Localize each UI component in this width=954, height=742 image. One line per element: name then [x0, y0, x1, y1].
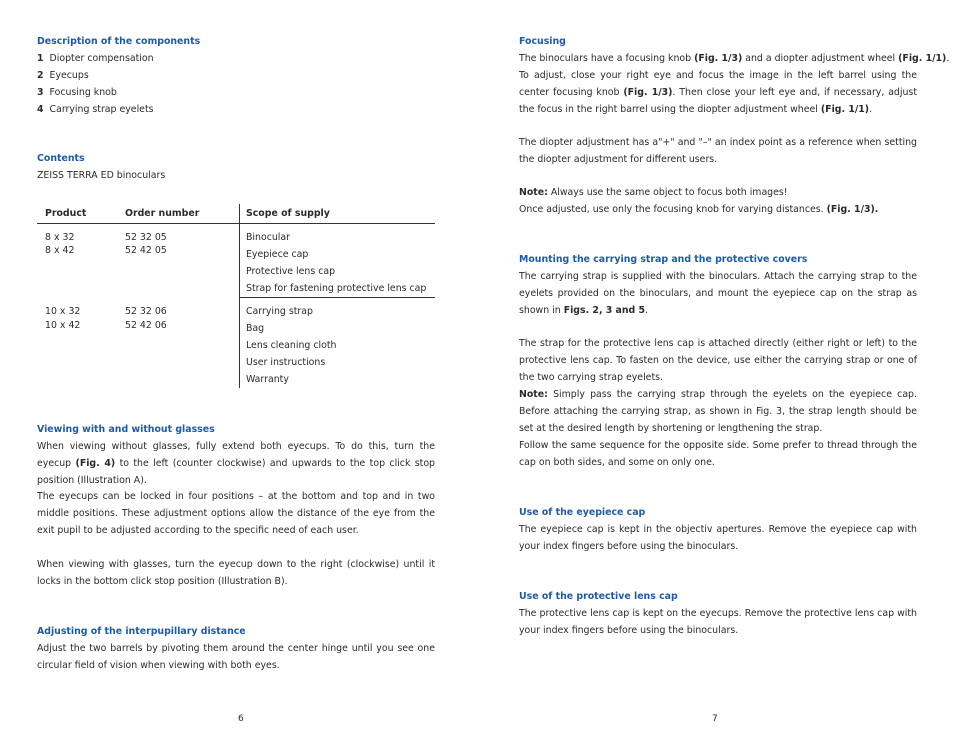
strap-paragraph: Follow the same sequence for the opposite side. Some prefer to thread through the cap on both sides, and some on only one.: [519, 440, 917, 468]
table-cell-supply: Protective lens cap: [246, 266, 336, 277]
table-header-product: Product: [45, 208, 87, 219]
table-cell-product: 8 x 42: [45, 245, 75, 256]
table-cell-supply: Lens cleaning cloth: [246, 340, 337, 351]
contents-heading: Contents: [37, 153, 85, 164]
component-item: 1 Diopter compensation: [37, 53, 154, 64]
contents-text: ZEISS TERRA ED binoculars: [37, 170, 166, 181]
focusing-paragraph: The binoculars have a focusing knob (Fig. 1/3) and a diopter adjustment wheel (Fig. 1/1).: [519, 53, 950, 64]
eyepiece-heading: Use of the eyepiece cap: [519, 507, 646, 518]
table-cell-product: 10 x 32: [45, 306, 81, 317]
table-cell-product: 8 x 32: [45, 232, 75, 243]
glasses-paragraph: The eyecups can be locked in four positions – at the bottom and top and in two middle positions. These adjustment options allow the distance of the eye from the exit pupil to be adjusted according to the specific need of each user.: [37, 491, 435, 536]
table-cell-supply: User instructions: [246, 357, 326, 368]
strap-paragraph: The strap for the protective lens cap is attached directly (either right or left) to the protective lens cap. To fasten on the device, use either the carrying strap or one of the two carrying strap eyelets.: [519, 338, 917, 383]
ipd-paragraph: Adjust the two barrels by pivoting them around the center hinge until you see one circular field of vision when viewing with both eyes.: [37, 643, 435, 671]
table-cell-supply: Bag: [246, 323, 265, 334]
table-cell-order: 52 42 06: [125, 320, 167, 331]
table-cell-supply: Strap for fastening protective lens cap: [246, 283, 427, 294]
eyepiece-paragraph: The eyepiece cap is kept in the objectiv apertures. Remove the eyepiece cap with your index fingers before using the binoculars.: [519, 524, 917, 552]
focusing-paragraph: The diopter adjustment has a"+" and "–" an index point as a reference when setting the diopter adjustment for different users.: [519, 137, 917, 165]
table-cell-product: 10 x 42: [45, 320, 81, 331]
focusing-paragraph: Once adjusted, use only the focusing knob for varying distances. (Fig. 1/3).: [519, 204, 879, 215]
focusing-heading: Focusing: [519, 36, 566, 47]
table-cell-order: 52 32 06: [125, 306, 167, 317]
strap-note: Note: Simply pass the carrying strap through the eyelets on the eyepiece cap. Before attaching the carrying strap, as shown in Fig. 3, the strap length should be set at the desired length by shortening or lengthening the strap.: [519, 389, 917, 434]
glasses-paragraph: When viewing with glasses, turn the eyecup down to the right (clockwise) until it locks in the bottom click stop position (Illustration B).: [37, 559, 435, 587]
table-cell-supply: Warranty: [246, 374, 289, 385]
page-number: 6: [238, 714, 244, 724]
table-header-scope: Scope of supply: [246, 208, 330, 219]
glasses-heading: Viewing with and without glasses: [37, 424, 215, 435]
table-cell-order: 52 42 05: [125, 245, 167, 256]
page-number: 7: [712, 714, 718, 724]
table-cell-supply: Carrying strap: [246, 306, 313, 317]
lens-cap-heading: Use of the protective lens cap: [519, 591, 678, 602]
strap-paragraph: The carrying strap is supplied with the binoculars. Attach the carrying strap to the eyelets provided on the binoculars, and mount the eyepiece cap on the strap as shown in Figs. 2, 3 and 5.: [519, 271, 917, 316]
table-cell-supply: Eyepiece cap: [246, 249, 309, 260]
table-group-rule: [239, 297, 435, 298]
table-header-rule: [37, 223, 435, 224]
component-item: 4 Carrying strap eyelets: [37, 104, 154, 115]
strap-heading: Mounting the carrying strap and the protective covers: [519, 254, 808, 265]
focusing-paragraph: To adjust, close your right eye and focus the image in the left barrel using the center focusing knob (Fig. 1/3). Then close your left eye and, if necessary, adjust the focus in the right barrel using the diopter adjustment wheel (Fig. 1/1).: [519, 70, 917, 115]
table-divider: [239, 204, 240, 388]
components-heading: Description of the components: [37, 36, 201, 47]
component-item: 2 Eyecups: [37, 70, 89, 81]
component-item: 3 Focusing knob: [37, 87, 117, 98]
ipd-heading: Adjusting of the interpupillary distance: [37, 626, 246, 637]
focusing-note: Note: Always use the same object to focus both images!: [519, 187, 788, 198]
table-cell-order: 52 32 05: [125, 232, 167, 243]
lens-cap-paragraph: The protective lens cap is kept on the eyecups. Remove the protective lens cap with your index fingers before using the binoculars.: [519, 608, 917, 636]
table-header-order: Order number: [125, 208, 200, 219]
glasses-paragraph: When viewing without glasses, fully extend both eyecups. To do this, turn the eyecup (Fig. 4) to the left (counter clockwise) and upwards to the top click stop position (Illustration A).: [37, 441, 436, 486]
table-cell-supply: Binocular: [246, 232, 291, 243]
